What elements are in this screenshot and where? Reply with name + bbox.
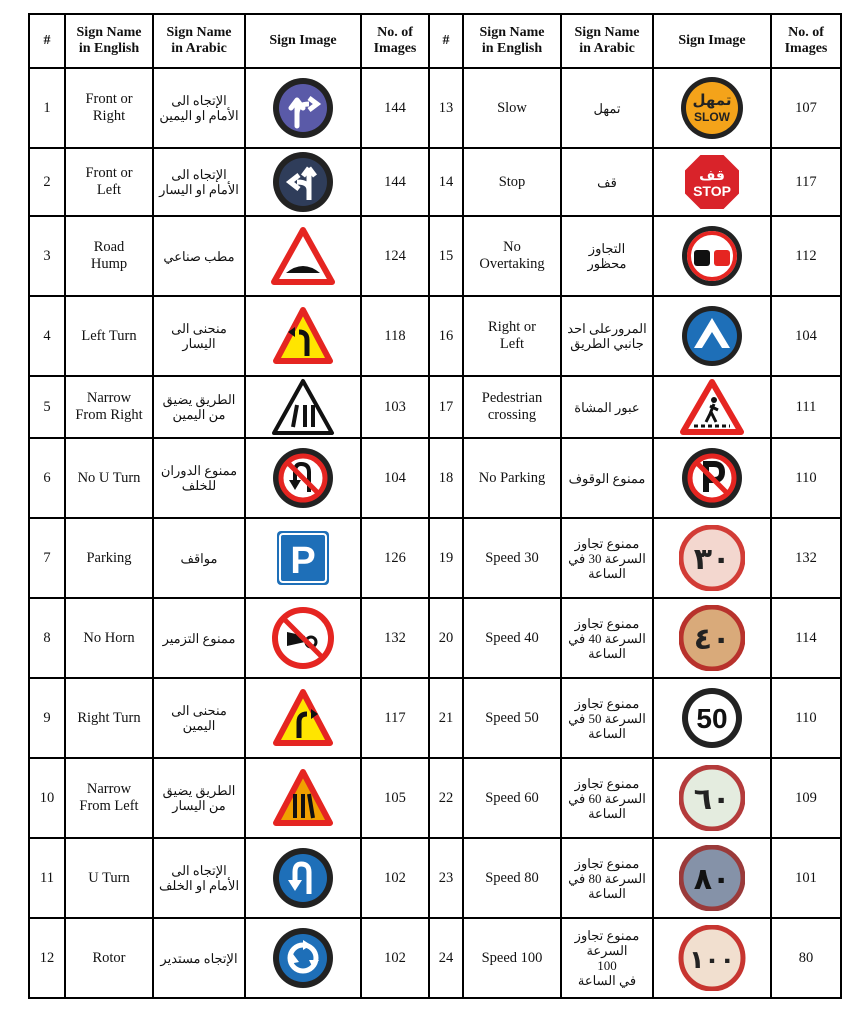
sign-name-arabic [153, 216, 245, 296]
image-count: 101 [771, 838, 841, 918]
arabic-line: السرعة 80 في [568, 870, 646, 886]
row-number: 12 [29, 918, 65, 998]
road-hump-sign-icon [270, 226, 336, 286]
sign-name-english [463, 838, 561, 918]
image-count: 124 [361, 216, 429, 296]
sign-image-cell [245, 518, 361, 598]
arabic-line: الإتجاه الى [171, 93, 227, 108]
arabic-line: الساعة [588, 725, 626, 741]
arabic-line: السرعة 40 في [568, 630, 646, 646]
image-count: 102 [361, 918, 429, 998]
sign-name-arabic [561, 148, 653, 216]
image-count: 118 [361, 296, 429, 376]
sign-label: STOP [693, 183, 731, 199]
sign-image-cell [653, 758, 771, 838]
sign-name-arabic [561, 376, 653, 438]
arabic-line: في الساعة [577, 973, 637, 988]
sign-name-arabic [153, 518, 245, 598]
sign-label: ٤٠ [693, 622, 731, 657]
row-number: 8 [29, 598, 65, 678]
arabic-line: الإتجاه الى [171, 167, 227, 182]
sign-name-english [65, 598, 153, 678]
sign-name-english [65, 678, 153, 758]
arabic-line: منحنى الى [171, 703, 227, 718]
image-count: 112 [771, 216, 841, 296]
arabic-line: من اليسار [172, 798, 226, 813]
image-count: 126 [361, 518, 429, 598]
sign-image-cell [245, 376, 361, 438]
arabic-line: عبور المشاة [574, 399, 640, 415]
sign-name-arabic [153, 296, 245, 376]
row-number: 5 [29, 376, 65, 438]
stop-sign-icon [682, 152, 742, 212]
sign-name-arabic [561, 598, 653, 678]
image-count: 114 [771, 598, 841, 678]
no-u-turn-sign-icon [271, 446, 335, 510]
row-number: 18 [429, 438, 463, 518]
sign-label: قف [699, 168, 725, 184]
sign-image-cell [245, 758, 361, 838]
front-or-right-sign-icon [271, 76, 335, 140]
speed-100-sign-icon [678, 925, 746, 991]
arabic-line: مطب صناعي [163, 248, 235, 264]
arabic-line: منحنى الى [171, 321, 227, 336]
left-turn-sign-icon [273, 306, 333, 366]
header-count-2: No. of Images [771, 14, 841, 68]
sign-name-english [463, 598, 561, 678]
english-line: Left Turn [81, 327, 137, 344]
arabic-line: ممنوع تجاوز [574, 928, 640, 943]
english-line: Overtaking [479, 256, 545, 272]
arabic-line: ممنوع الوقوف [568, 470, 646, 486]
english-line: Right [92, 108, 126, 124]
sign-label: ٣٠ [693, 542, 731, 577]
english-line: Stop [498, 173, 526, 190]
arabic-line: الأمام او اليسار [159, 182, 239, 197]
header-english-2: Sign Name in English [463, 14, 561, 68]
row-number: 7 [29, 518, 65, 598]
arabic-line: السرعة 60 في [568, 790, 646, 806]
arabic-line: الساعة [588, 805, 626, 821]
sign-name-arabic [561, 918, 653, 998]
sign-label: تمهل [692, 91, 732, 109]
sign-name-arabic [561, 838, 653, 918]
arabic-line: الطريق يضيق [162, 783, 236, 798]
header-row [29, 14, 841, 68]
arabic-line: تمهل [593, 100, 621, 116]
sign-name-arabic [561, 216, 653, 296]
sign-name-english [65, 216, 153, 296]
english-line: crossing [487, 407, 537, 423]
table-row [29, 68, 841, 148]
image-count: 109 [771, 758, 841, 838]
sign-name-arabic [153, 148, 245, 216]
header-num: # [29, 14, 65, 68]
english-line: Rotor [92, 949, 126, 966]
arabic-line: اليسار [182, 336, 216, 351]
speed-60-sign-icon [679, 765, 745, 831]
sign-name-english [463, 518, 561, 598]
row-number: 24 [429, 918, 463, 998]
sign-name-arabic [561, 296, 653, 376]
english-line: Front or [85, 91, 133, 107]
english-line: Narrow [86, 390, 132, 406]
arabic-line: الساعة [588, 565, 626, 581]
sign-name-english [463, 438, 561, 518]
row-number: 17 [429, 376, 463, 438]
arabic-line: الطريق يضيق [162, 392, 236, 407]
english-line: Hump [90, 256, 128, 272]
slow-sign-icon [679, 75, 745, 141]
sign-name-arabic [153, 68, 245, 148]
sign-name-arabic [153, 438, 245, 518]
sign-name-english [463, 758, 561, 838]
signs-table-container [28, 13, 842, 999]
header-arabic: Sign Name in Arabic [153, 14, 245, 68]
sign-name-english [65, 438, 153, 518]
row-number: 10 [29, 758, 65, 838]
sign-image-cell [653, 678, 771, 758]
image-count: 104 [361, 438, 429, 518]
sign-name-english [463, 216, 561, 296]
english-line: Speed 30 [485, 549, 539, 566]
sign-label: ١٠٠ [689, 945, 735, 974]
arabic-line: 100 [597, 958, 617, 973]
english-line: Speed 50 [485, 709, 539, 726]
image-count: 132 [771, 518, 841, 598]
speed-30-sign-icon [679, 525, 745, 591]
row-number: 15 [429, 216, 463, 296]
sign-name-english [65, 758, 153, 838]
english-line: Narrow [86, 781, 132, 797]
image-count: 144 [361, 148, 429, 216]
image-count: 105 [361, 758, 429, 838]
header-image-2: Sign Image [653, 14, 771, 68]
arabic-line: من اليمين [172, 407, 226, 422]
sign-image-cell [245, 438, 361, 518]
header-num-2: # [429, 14, 463, 68]
row-number: 9 [29, 678, 65, 758]
row-number: 11 [29, 838, 65, 918]
sign-image-cell [653, 148, 771, 216]
arabic-line: الإتجاه مستدير [160, 950, 238, 966]
sign-name-arabic [561, 678, 653, 758]
sign-name-english [463, 296, 561, 376]
sign-name-arabic [153, 376, 245, 438]
image-count: 110 [771, 678, 841, 758]
right-turn-sign-icon [273, 688, 333, 748]
english-line: Left [96, 182, 122, 198]
sign-label: ٨٠ [693, 862, 731, 897]
sign-name-english [65, 518, 153, 598]
narrow-from-left-sign-icon [273, 768, 333, 828]
sign-name-arabic [153, 758, 245, 838]
row-number: 14 [429, 148, 463, 216]
sign-image-cell [653, 838, 771, 918]
english-line: Left [499, 336, 525, 352]
sign-image-cell [653, 598, 771, 678]
image-count: 80 [771, 918, 841, 998]
u-turn-sign-icon [271, 846, 335, 910]
arabic-line: المرورعلى احد [567, 321, 647, 336]
sign-image-cell [245, 598, 361, 678]
english-line: From Left [79, 798, 139, 814]
header-english: Sign Name in English [65, 14, 153, 68]
sign-name-arabic [153, 918, 245, 998]
row-number: 20 [429, 598, 463, 678]
arabic-line: الأمام او الخلف [158, 878, 240, 893]
no-horn-sign-icon [271, 606, 335, 670]
english-line: Parking [86, 549, 132, 566]
rotor-sign-icon [271, 926, 335, 990]
sign-name-english [463, 678, 561, 758]
narrow-from-right-sign-icon [271, 377, 335, 437]
sign-name-arabic [153, 678, 245, 758]
english-line: No Parking [478, 469, 546, 486]
sign-image-cell [653, 216, 771, 296]
sign-image-cell [245, 68, 361, 148]
arabic-line: ممنوع تجاوز [574, 615, 640, 631]
english-line: Speed 60 [485, 789, 539, 806]
sign-image-cell [245, 678, 361, 758]
table-row [29, 438, 841, 518]
sign-name-english [463, 376, 561, 438]
table-row [29, 598, 841, 678]
arabic-line: السرعة [586, 943, 628, 958]
sign-image-cell [245, 918, 361, 998]
arabic-line: محظور [587, 256, 627, 271]
arabic-line: ممنوع تجاوز [574, 775, 640, 791]
sign-name-arabic [153, 838, 245, 918]
table-row [29, 838, 841, 918]
arabic-line: ممنوع الدوران [160, 463, 238, 478]
arabic-line: الإتجاه الى [171, 863, 227, 878]
sign-name-arabic [153, 598, 245, 678]
table-row [29, 296, 841, 376]
row-number: 16 [429, 296, 463, 376]
row-number: 13 [429, 68, 463, 148]
sign-name-arabic [561, 518, 653, 598]
speed-80-sign-icon [679, 845, 745, 911]
arabic-line: جانبي الطريق [570, 336, 644, 351]
sign-name-english [463, 68, 561, 148]
image-count: 132 [361, 598, 429, 678]
sign-image-cell [653, 918, 771, 998]
english-line: Right Turn [77, 709, 141, 726]
english-line: U Turn [88, 869, 130, 886]
sign-name-english [65, 376, 153, 438]
sign-image-cell [653, 518, 771, 598]
parking-sign-icon [275, 529, 331, 587]
sign-image-cell [653, 438, 771, 518]
header-arabic-2: Sign Name in Arabic [561, 14, 653, 68]
table-row [29, 918, 841, 998]
sign-name-english [463, 148, 561, 216]
sign-name-english [65, 918, 153, 998]
sign-name-arabic [561, 68, 653, 148]
traffic-signs-table [28, 13, 842, 999]
sign-label: SLOW [694, 110, 730, 124]
image-count: 104 [771, 296, 841, 376]
sign-image-cell [653, 68, 771, 148]
english-line: From Right [75, 407, 143, 423]
english-line: No U Turn [77, 469, 141, 486]
image-count: 117 [361, 678, 429, 758]
row-number: 6 [29, 438, 65, 518]
sign-name-english [65, 296, 153, 376]
image-count: 110 [771, 438, 841, 518]
row-number: 22 [429, 758, 463, 838]
arabic-line: ممنوع تجاوز [574, 535, 640, 551]
row-number: 4 [29, 296, 65, 376]
front-or-left-sign-icon [271, 150, 335, 214]
table-row [29, 758, 841, 838]
header-count: No. of Images [361, 14, 429, 68]
row-number: 21 [429, 678, 463, 758]
english-line: Front or [85, 165, 133, 181]
english-line: No [503, 239, 521, 255]
table-row [29, 518, 841, 598]
row-number: 23 [429, 838, 463, 918]
table-row [29, 678, 841, 758]
english-line: No Horn [83, 629, 135, 646]
table-row [29, 216, 841, 296]
sign-label: 50 [696, 703, 728, 734]
arabic-line: ممنوع التزمير [162, 630, 236, 646]
table-row [29, 148, 841, 216]
sign-image-cell [245, 216, 361, 296]
english-line: Speed 40 [485, 629, 539, 646]
header-image: Sign Image [245, 14, 361, 68]
arabic-line: الساعة [588, 645, 626, 661]
pedestrian-crossing-sign-icon [680, 378, 744, 436]
sign-name-arabic [561, 758, 653, 838]
right-or-left-sign-icon [680, 304, 744, 368]
image-count: 107 [771, 68, 841, 148]
sign-name-english [65, 68, 153, 148]
english-line: Right or [488, 319, 536, 335]
sign-image-cell [245, 838, 361, 918]
english-line: Road [93, 239, 125, 255]
sign-name-english [463, 918, 561, 998]
arabic-line: السرعة 50 في [568, 710, 646, 726]
arabic-line: الأمام او اليمين [159, 108, 239, 123]
arabic-line: التجاوز [588, 241, 626, 256]
table-row [29, 376, 841, 438]
speed-40-sign-icon [679, 605, 745, 671]
image-count: 102 [361, 838, 429, 918]
arabic-line: قف [597, 174, 617, 190]
arabic-line: الساعة [588, 885, 626, 901]
image-count: 103 [361, 376, 429, 438]
english-line: Pedestrian [481, 390, 543, 406]
sign-image-cell [653, 376, 771, 438]
no-overtaking-sign-icon [680, 224, 744, 288]
arabic-line: مواقف [180, 550, 218, 566]
image-count: 111 [771, 376, 841, 438]
row-number: 19 [429, 518, 463, 598]
sign-name-english [65, 148, 153, 216]
sign-image-cell [245, 296, 361, 376]
english-line: Speed 100 [481, 949, 543, 966]
english-line: Slow [497, 99, 527, 116]
arabic-line: للخلف [181, 478, 217, 493]
arabic-line: اليمين [182, 718, 216, 733]
image-count: 144 [361, 68, 429, 148]
row-number: 1 [29, 68, 65, 148]
sign-label: P [290, 540, 316, 582]
arabic-line: ممنوع تجاوز [574, 695, 640, 711]
speed-50-sign-icon [680, 686, 744, 750]
arabic-line: السرعة 30 في [568, 550, 646, 566]
sign-image-cell [245, 148, 361, 216]
row-number: 2 [29, 148, 65, 216]
sign-label: ٦٠ [693, 782, 731, 817]
english-line: Speed 80 [485, 869, 539, 886]
sign-name-english [65, 838, 153, 918]
sign-name-arabic [561, 438, 653, 518]
arabic-line: ممنوع تجاوز [574, 855, 640, 871]
sign-image-cell [653, 296, 771, 376]
image-count: 117 [771, 148, 841, 216]
row-number: 3 [29, 216, 65, 296]
no-parking-sign-icon [680, 446, 744, 510]
